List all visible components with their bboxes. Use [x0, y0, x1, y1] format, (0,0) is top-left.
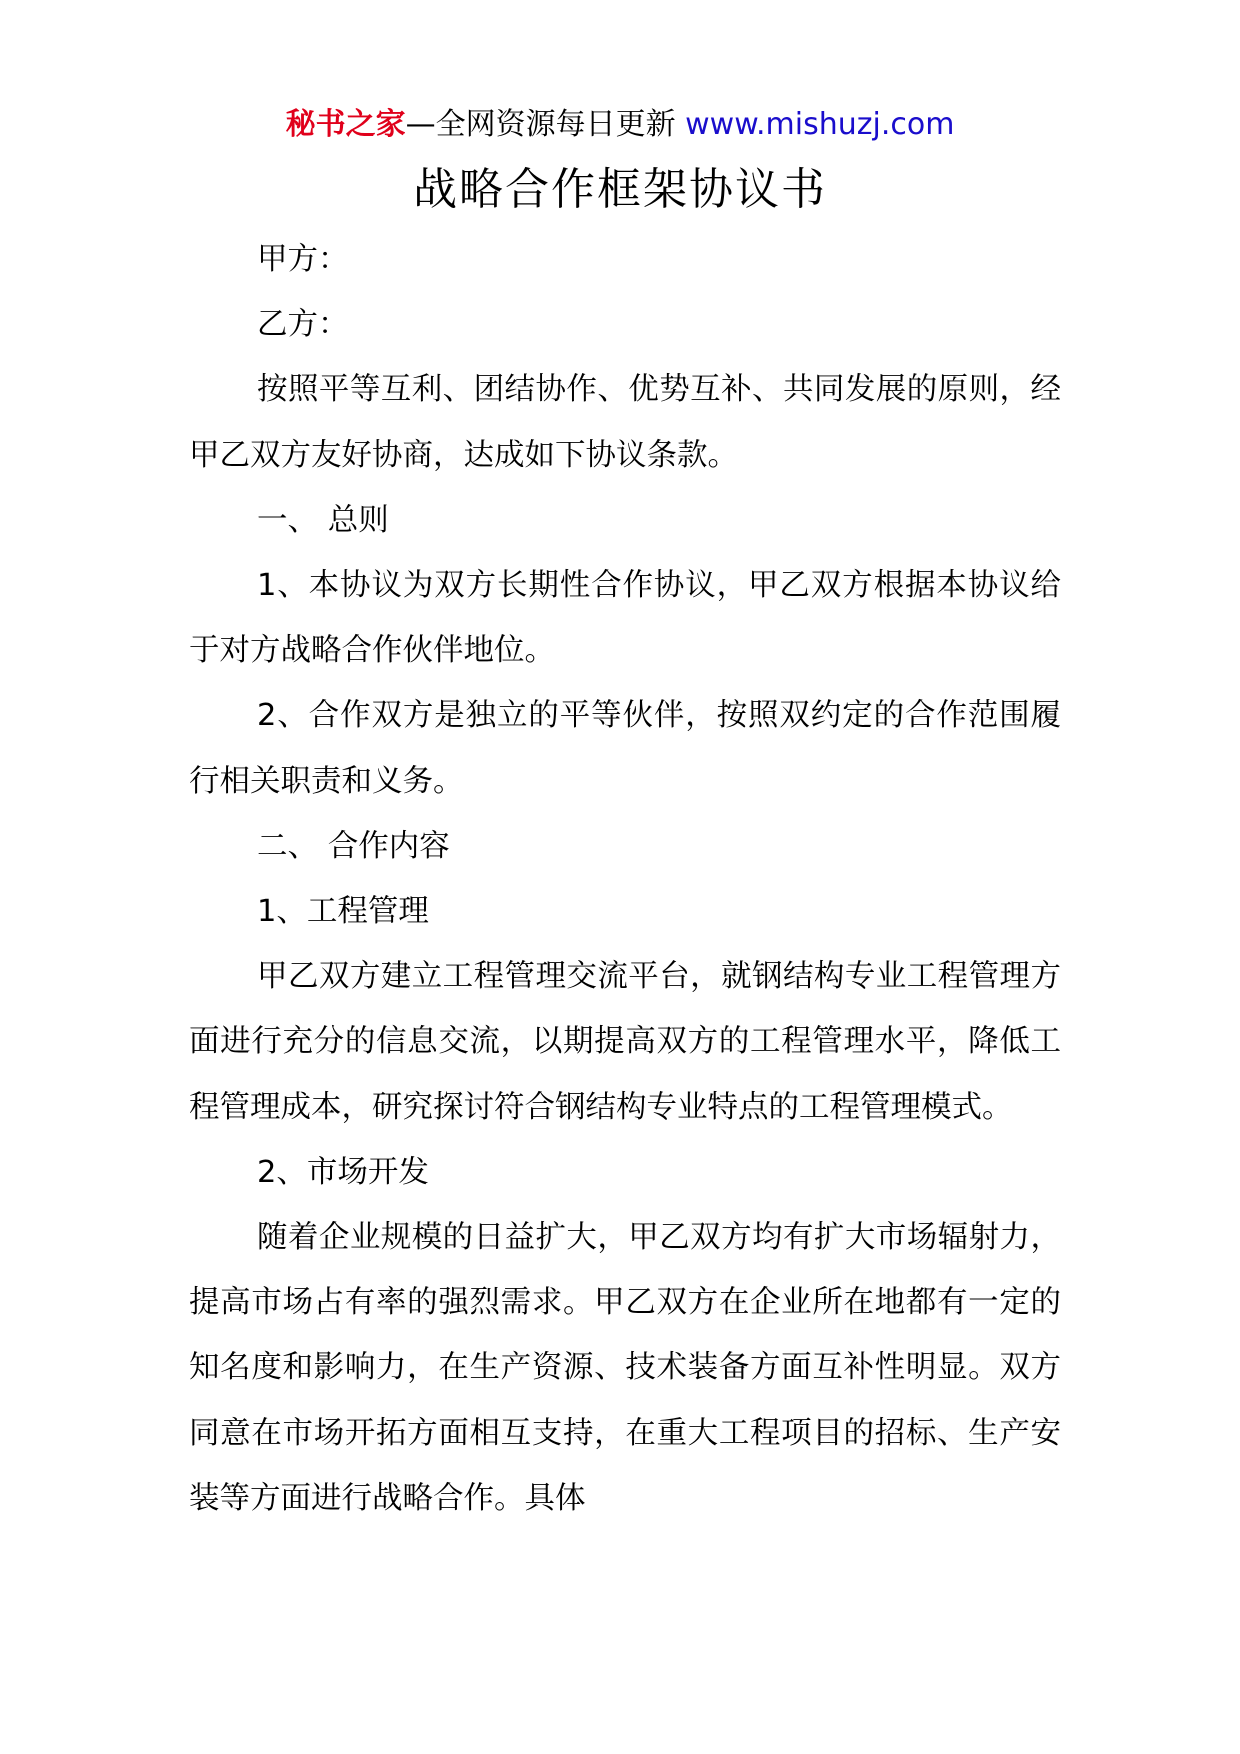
- section-heading-cooperation: 二、 合作内容: [257, 828, 450, 864]
- document-title: 战略合作框架协议书: [413, 164, 827, 215]
- site-slogan: —全网资源每日更新: [405, 107, 686, 142]
- general-clause-1: 1、本协议为双方长期性合作协议，甲乙双方根据本协议给于对方战略合作伙伴地位。: [189, 568, 1061, 669]
- subheading-market-development: 2、市场开发: [257, 1154, 429, 1190]
- party-b-line: 乙方：: [257, 307, 349, 343]
- general-clause-2: 2、合作双方是独立的平等伙伴，按照双约定的合作范围履行相关职责和义务。: [189, 698, 1061, 799]
- site-brand: 秘书之家: [285, 107, 406, 142]
- section-heading-general: 一、 总则: [257, 502, 389, 538]
- site-header: [0, 100, 1240, 150]
- preamble-paragraph: 按照平等互利、团结协作、优势互补、共同发展的原则，经甲乙双方友好协商，达成如下协议条款。: [189, 372, 1061, 473]
- party-a-line: 甲方：: [257, 242, 349, 277]
- site-url-link[interactable]: www.mishuzj.com: [685, 107, 955, 142]
- subheading-project-management: 1、工程管理: [257, 894, 429, 930]
- market-development-paragraph: 随着企业规模的日益扩大，甲乙双方均有扩大市场辐射力，提高市场占有率的强烈需求。甲乙双方在企业所在地都有一定的知名度和影响力，在生产资源、技术装备方面互补性明显。双方同意在市场开拓方面相互支持，在重大工程项目的招标、生产安装等方面进行战略合作。具体: [189, 1220, 1061, 1516]
- project-management-paragraph: 甲乙双方建立工程管理交流平台，就钢结构专业工程管理方面进行充分的信息交流，以期提高双方的工程管理水平，降低工程管理成本，研究探讨符合钢结构专业特点的工程管理模式。: [189, 959, 1061, 1125]
- document-body: [189, 227, 1061, 1531]
